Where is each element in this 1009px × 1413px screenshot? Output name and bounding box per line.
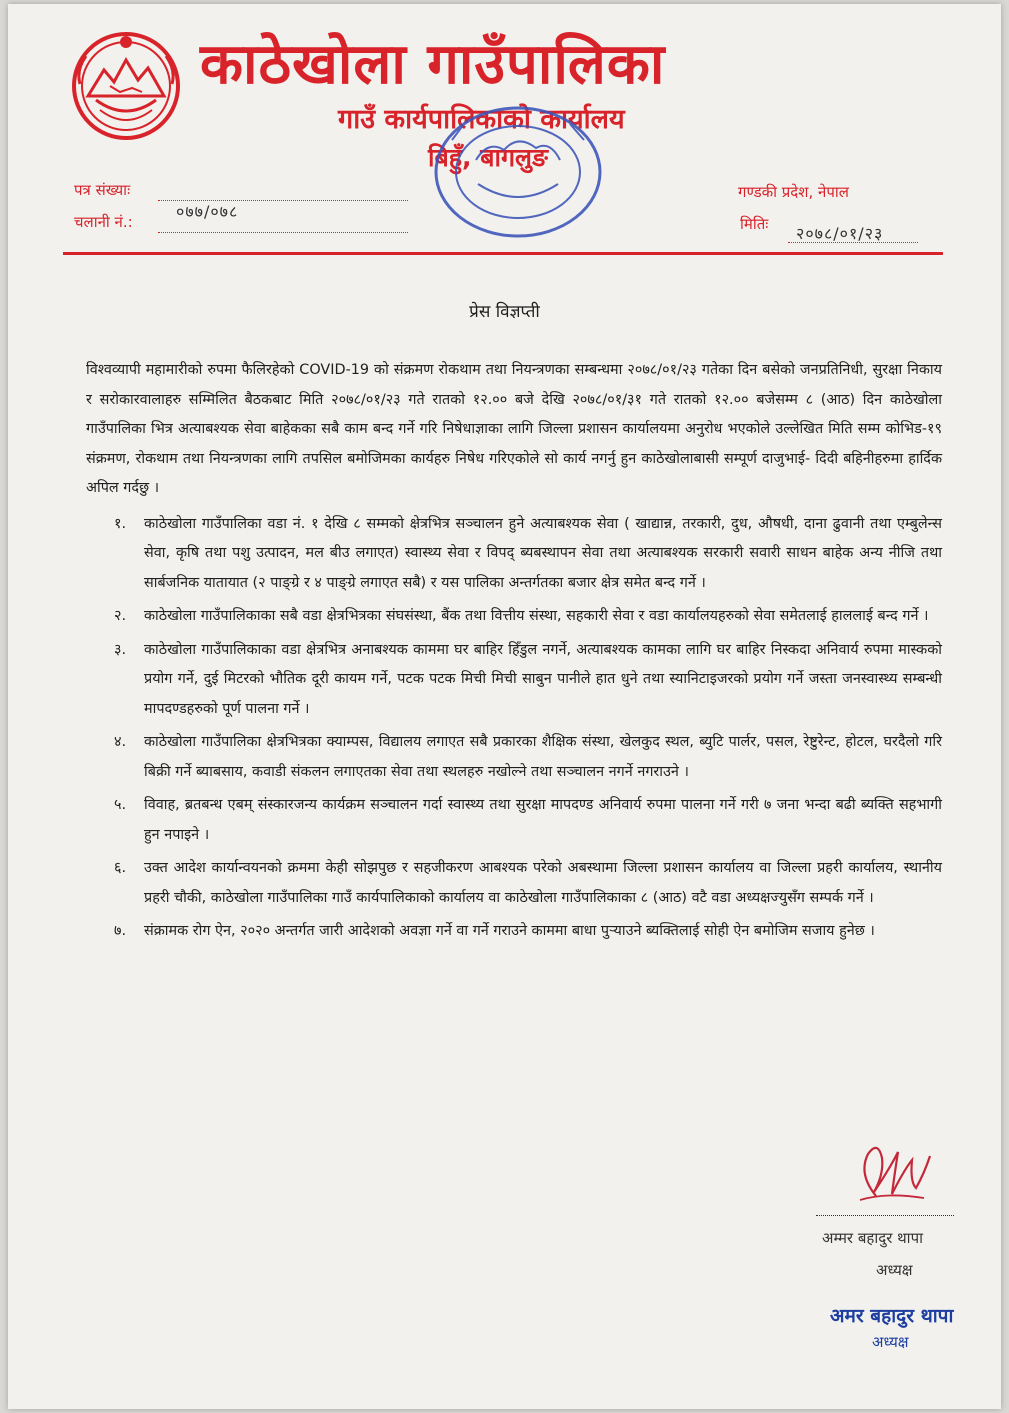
order-item-number: ५.: [114, 797, 127, 813]
order-item-number: ७.: [114, 923, 127, 939]
signature-line: [816, 1215, 954, 1216]
order-item-text: काठेखोला गाउँपालिका क्षेत्रभित्रका क्याम्पस, विद्यालय लगाएत सबै प्रकारका शैक्षिक संस्था, खेलकुद स्थल, ब्युटि पार्लर, पसल, रेष्टुरेन्ट, होटल, घरदैलो गरि बिक्री गर्ने ब्याबसाय, कवाडी संकलन लगाएतका सेवा तथा स्थलहरु नखोल्ने तथा सञ्चालन नगर्ने नगराउने ।: [144, 734, 942, 780]
date-label: मितिः: [740, 215, 769, 233]
order-item: [86, 636, 942, 725]
office-name: गाउँ कार्यपालिकाको कार्यालय: [338, 104, 625, 135]
order-item: [86, 917, 942, 947]
order-item-text: विवाह, ब्रतबन्ध एबम् संस्कारजन्य कार्यक्रम सञ्चालन गर्दा स्वास्थ्य तथा सुरक्षा मापदण्ड अनिवार्य रुपमा पालना गर्ने गरी ७ जना भन्दा बढी ब्यक्ति सहभागी हुन नपाइने ।: [144, 797, 942, 843]
name-seal-title: अध्यक्ष: [872, 1333, 909, 1351]
signature-icon: [846, 1134, 936, 1214]
order-list: [86, 510, 942, 947]
order-item-text: काठेखोला गाउँपालिका वडा नं. १ देखि ८ सम्मको क्षेत्रभित्र सञ्चालन हुने अत्याबश्यक सेवा ( खाद्यान्न, तरकारी, दुध, औषधी, दाना ढुवानी तथा एम्बुलेन्स सेवा, कृषि तथा पशु उत्पादन, मल बीउ लगाएत) स्वास्थ्य सेवा र विपद् ब्यबस्थापन सेवा तथा अत्याबश्यक सरकारी सवारी साधन बाहेक अन्य नीजि तथा सार्बजनिक यातायात (२ पाङ्ग्रे र ४ पाङ्ग्रे लगाएत सबै) र यस पालिका अन्तर्गतका बजार क्षेत्र समेत बन्द गर्ने ।: [144, 515, 942, 591]
letter-no-label: पत्र संख्याः: [74, 181, 131, 199]
signatory-name: अम्मर बहादुर थापा: [822, 1229, 923, 1247]
province-label: गण्डकी प्रदेश, नेपाल: [738, 183, 849, 201]
document-body: [86, 356, 942, 951]
order-item-number: ४.: [114, 734, 127, 750]
office-location: बिहुँ, बागलुङ: [428, 143, 548, 172]
org-name: काठेखोला गाउँपालिका: [200, 32, 666, 97]
name-seal: अमर बहादुर थापा: [830, 1305, 954, 1327]
order-item-text: संक्रामक रोग ऐन, २०२० अन्तर्गत जारी आदेशको अवज्ञा गर्ने वा गर्ने गराउने काममा बाधा पुऱ्याउने ब्यक्तिलाई सोही ऐन बमोजिम सजाय हुनेछ ।: [144, 923, 875, 939]
nepal-emblem-icon: [70, 30, 182, 142]
dispatch-no-label: चलानी नं.:: [74, 213, 133, 231]
dispatch-no-line: [158, 232, 408, 233]
office-stamp-icon: [418, 100, 608, 250]
document-title: प्रेस विज्ञप्ती: [469, 302, 540, 322]
order-item: [86, 854, 942, 913]
date-line: [788, 242, 918, 243]
order-item-number: ३.: [114, 641, 127, 658]
header-rule: [63, 252, 943, 255]
order-item: [86, 602, 942, 632]
order-item-text: उक्त आदेश कार्यान्वयनको क्रममा केही सोझपुछ र सहजीकरण आबश्यक परेको अबस्थामा जिल्ला प्रशासन कार्यालय वा जिल्ला प्रहरी कार्यालय, स्थानीय प्रहरी चौकी, काठेखोला गाउँपालिका गाउँ कार्यपालिकाको कार्यालय वा काठेखोला गाउँपालिकाका ८ (आठ) वटै वडा अध्यक्षज्युसँग सम्पर्क गर्ने ।: [144, 860, 942, 906]
order-item-text: काठेखोला गाउँपालिकाका वडा क्षेत्रभित्र अनाबश्यक काममा घर बाहिर हिँडुल नगर्ने, अत्याबश्यक कामका लागि घर बाहिर निस्कदा अनिवार्य रुपमा मास्कको प्रयोग गर्ने, दुई मिटरको भौतिक दूरी कायम गर्ने, पटक पटक मिची मिची साबुन पानीले हात धुने तथा स्यानिटाइजरको प्रयोग गर्ने जस्ता जनस्वास्थ्य सम्बन्धी मापदण्डहरुको पूर्ण पालना गर्ने ।: [144, 641, 942, 717]
order-item-text: काठेखोला गाउँपालिकाका सबै वडा क्षेत्रभित्रका संघसंस्था, बैंक तथा वित्तीय संस्था, सहकारी सेवा र वडा कार्यालयहरुको सेवा समेतलाई हाललाई बन्द गर्ने ।: [144, 608, 929, 624]
letter-page: [8, 4, 1001, 1409]
intro-paragraph: विश्वव्यापी महामारीको रुपमा फैलिरहेको COVID-19 को संक्रमण रोकथाम तथा नियन्त्रणका सम्बन्धमा २०७८/०१/२३ गतेका दिन बसेको जनप्रतिनिधी, सुरक्षा निकाय र सरोकारवालाहरु सम्मिलित बैठकबाट मिति २०७८/०१/२३ गते रातको १२.०० बजे देखि २०७८/०१/३१ गते रातको १२.०० बजेसम्म ८ (आठ) दिन काठेखोला गाउँपालिका भित्र अत्याबश्यक सेवा बाहेकका सबै काम बन्द गर्ने गरि निषेधाज्ञाका लागि जिल्ला प्रशासन कार्यालयमा अनुरोध भएकोले उल्लेखित मिति सम्म कोभिड-१९ संक्रमण, रोकथाम तथा नियन्त्रणका लागि तपसिल बमोजिमका कार्यहरु निषेध गरिएकोले सो कार्य नगर्नु हुन काठेखोलाबासी सम्पूर्ण दाजुभाई- दिदी बहिनीहरुमा हार्दिक अपिल गर्दछु ।: [86, 362, 942, 496]
order-item: [86, 791, 942, 850]
signatory-title: अध्यक्ष: [876, 1261, 913, 1279]
dispatch-no-value: ०७७/०७८: [176, 202, 239, 221]
order-item-number: १.: [114, 515, 127, 532]
order-item: [86, 728, 942, 787]
order-item-number: ६.: [114, 860, 127, 876]
date-value: २०७८/०१/२३: [796, 224, 884, 243]
order-item: [86, 510, 942, 599]
order-item-number: २.: [114, 608, 127, 624]
